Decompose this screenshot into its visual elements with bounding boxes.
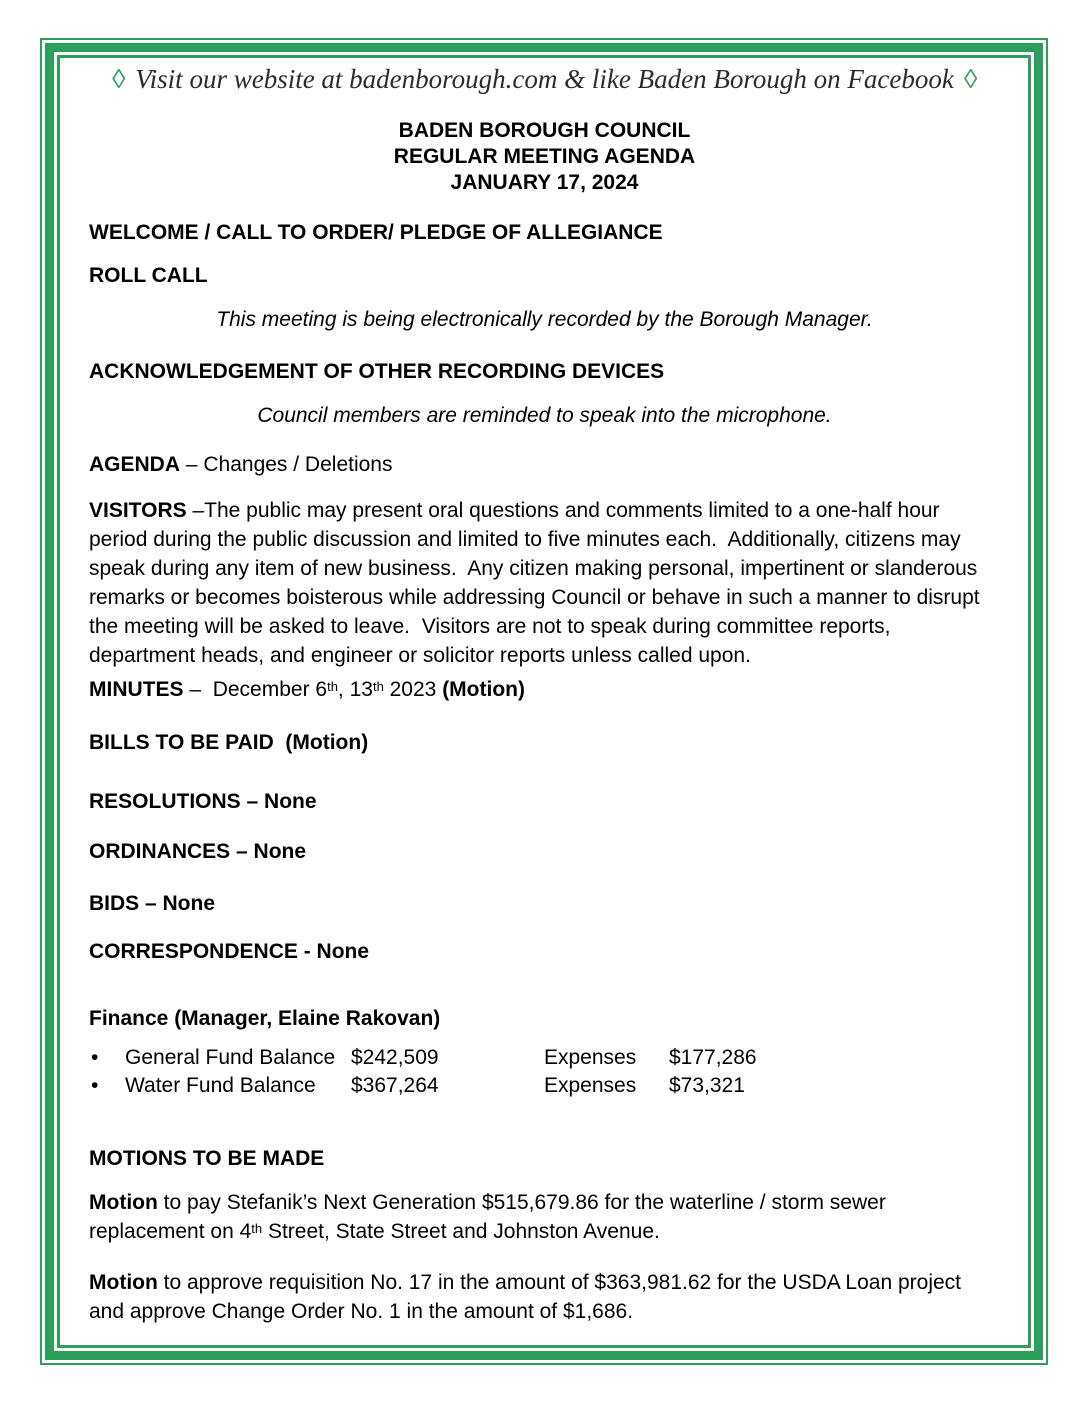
visitors-label: VISITORS — [89, 499, 187, 522]
motion-label: Motion — [89, 1191, 158, 1214]
minutes-label: MINUTES — [89, 678, 184, 701]
section-acknowledgement-heading: ACKNOWLEDGEMENT OF OTHER RECORDING DEVICES — [89, 360, 665, 383]
microphone-notice: Council members are reminded to speak into the microphone. — [257, 404, 832, 427]
expenses-label: Expenses — [544, 1074, 637, 1097]
section-resolutions-heading: RESOLUTIONS – None — [89, 790, 317, 813]
document-content — [60, 62, 1028, 1349]
expenses-value: $73,321 — [669, 1074, 745, 1097]
minutes-date2: , 13 — [337, 678, 373, 701]
section-correspondence-heading: CORRESPONDENCE - None — [89, 940, 370, 963]
diamond-icon: ◊ — [111, 64, 126, 94]
visitors-text: –The public may present oral questions and comments limited to a one-half hour period during the public discussion and limited to five minutes each. Additionally, citizens may speak during any item of new business. Any citizen making personal, impertinent or slanderous remarks or becomes boisterous while addressing Council or behave in such a manner to disrupt the meeting will be asked to leave. Visitors are not to speak during committee reports, department heads, and engineer or solicitor reports unless called upon. — [89, 499, 986, 667]
website-banner — [89, 62, 1000, 96]
minutes-year: 2023 — [383, 678, 443, 701]
minutes-date: December 6 — [212, 678, 328, 701]
motion-text: to approve requisition No. 17 in the amount of $363,981.62 for the USDA Loan project and approve Change Order No. 1 in the amount of $1,686. — [89, 1271, 967, 1323]
banner-text: Visit our website at badenborough.com & like Baden Borough on Facebook — [135, 64, 954, 94]
section-agenda — [89, 451, 1000, 479]
finance-heading: Finance (Manager, Elaine Rakovan) — [89, 1007, 441, 1030]
section-bills-heading: BILLS TO BE PAID (Motion) — [89, 731, 369, 754]
page-border-outer — [40, 38, 1048, 1365]
finance-table — [89, 1044, 1000, 1100]
minutes-superscript: th — [327, 678, 338, 694]
motion-requisition — [89, 1268, 1000, 1326]
page-border-inner — [57, 55, 1031, 1348]
agenda-detail: – Changes / Deletions — [180, 453, 393, 476]
motion-label: Motion — [89, 1271, 158, 1294]
minutes-dash: – — [183, 678, 213, 701]
motion-text: Street, State Street and Johnston Avenue. — [262, 1220, 660, 1243]
motions-heading: MOTIONS TO BE MADE — [89, 1147, 325, 1170]
section-welcome-heading: WELCOME / CALL TO ORDER/ PLEDGE OF ALLEGIANCE — [89, 221, 663, 244]
section-roll-call-heading: ROLL CALL — [89, 264, 208, 287]
document-title — [89, 118, 1000, 196]
finance-row-general-fund — [89, 1044, 1000, 1072]
finance-row-water-fund — [89, 1072, 1000, 1100]
minutes-motion-label: (Motion) — [442, 678, 525, 701]
page-border-middle — [45, 43, 1043, 1360]
title-agenda: REGULAR MEETING AGENDA — [393, 145, 696, 168]
title-date: JANUARY 17, 2024 — [450, 171, 639, 194]
bullet-icon: • — [91, 1046, 99, 1069]
section-ordinances-heading: ORDINANCES – None — [89, 840, 307, 863]
recording-notice: This meeting is being electronically recorded by the Borough Manager. — [216, 308, 873, 331]
minutes-superscript: th — [372, 678, 384, 694]
motion-text: to pay Stefanik’s Next Generation $515,679.86 for the waterline / storm sewer replacement on 4 — [89, 1191, 892, 1243]
bullet-icon: • — [91, 1074, 99, 1097]
section-bids-heading: BIDS – None — [89, 892, 216, 915]
section-minutes — [89, 676, 1000, 704]
motion-waterline — [89, 1188, 1000, 1246]
fund-name: General Fund Balance — [125, 1046, 336, 1069]
fund-balance: $242,509 — [351, 1046, 439, 1069]
motion-superscript: th — [251, 1220, 263, 1236]
fund-balance: $367,264 — [351, 1074, 439, 1097]
fund-name: Water Fund Balance — [125, 1074, 316, 1097]
agenda-label: AGENDA — [89, 453, 181, 476]
expenses-label: Expenses — [544, 1046, 637, 1069]
expenses-value: $177,286 — [669, 1046, 757, 1069]
diamond-icon: ◊ — [963, 64, 978, 94]
section-visitors — [89, 496, 1000, 670]
title-council: BADEN BOROUGH COUNCIL — [398, 119, 691, 142]
